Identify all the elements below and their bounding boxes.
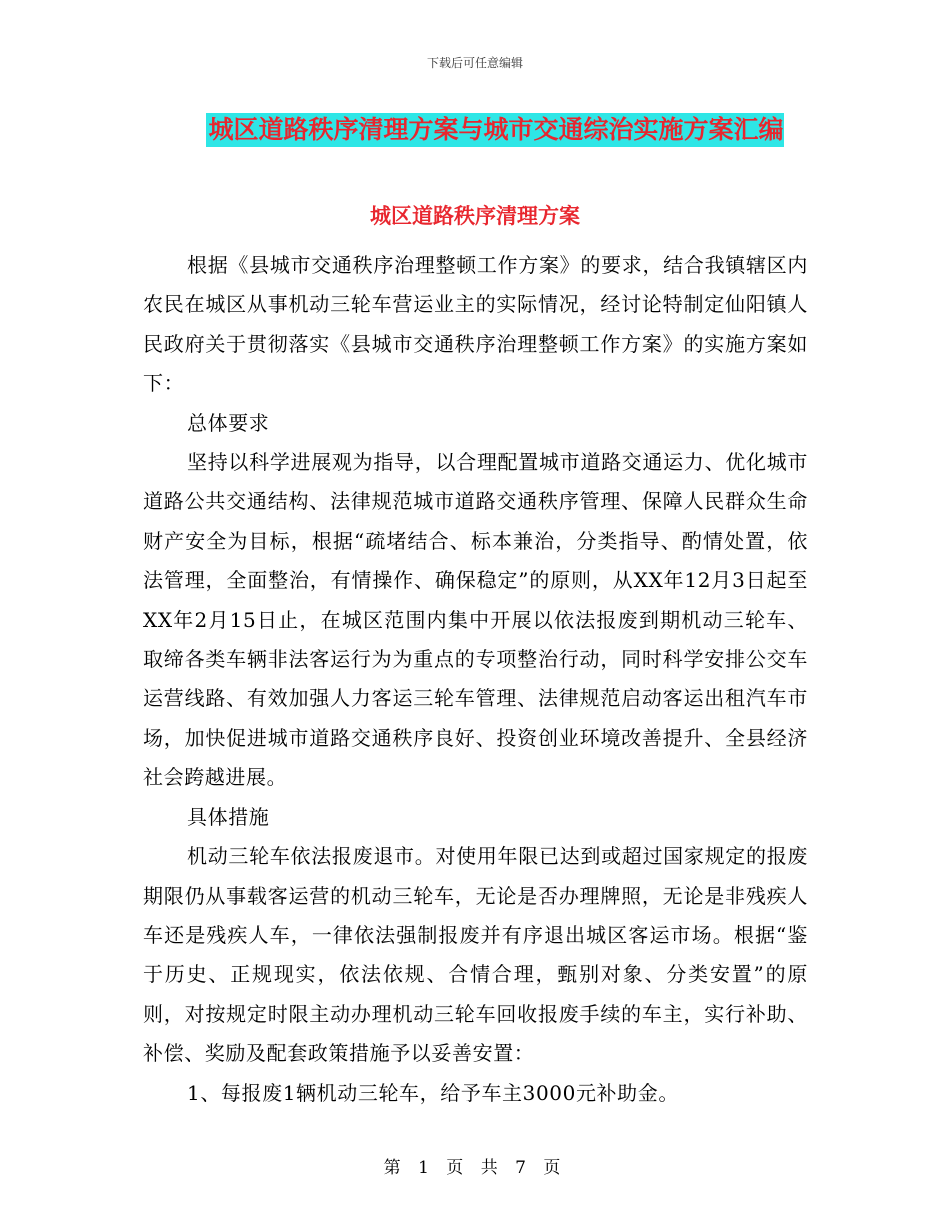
paragraph-item-1: 1、每报废1辆机动三轮车，给予车主3000元补助金。	[187, 1080, 679, 1105]
document-body	[143, 246, 808, 1113]
heading-specific-measures: 具体措施	[187, 804, 270, 829]
paragraph-intro: 根据《县城市交通秩序治理整顿工作方案》的要求，结合我镇辖区内农民在城区从事机动三轮车营运业主的实际情况，经讨论特制定仙阳镇人民政府关于贯彻落实《县城市交通秩序治理整顿工作方案》的实施方案如下：	[143, 253, 808, 396]
heading-overall-requirements: 总体要求	[187, 410, 270, 435]
page-footer: 第 1 页 共 7 页	[383, 1158, 567, 1178]
section-title: 城区道路秩序清理方案	[370, 204, 580, 228]
main-title-container	[0, 113, 950, 147]
header-note: 下载后可任意编辑	[426, 56, 523, 70]
document-main-title: 城区道路秩序清理方案与城市交通综治实施方案汇编	[206, 113, 783, 147]
paragraph-specific-measures: 机动三轮车依法报废退市。对使用年限已达到或超过国家规定的报废期限仍从事载客运营的机动三轮车，无论是否办理牌照，无论是非残疾人车还是残疾人车，一律依法强制报废并有序退出城区客运市场。根据“鉴于历史、正规现实，依法依规、合情合理，甄别对象、分类安置”的原则，对按规定时限主动办理机动三轮车回收报废手续的车主，实行补助、补偿、奖励及配套政策措施予以妥善安置：	[143, 844, 808, 1066]
paragraph-overall-requirements: 坚持以科学进展观为指导，以合理配置城市道路交通运力、优化城市道路公共交通结构、法律规范城市道路交通秩序管理、保障人民群众生命财产安全为目标，根据“疏堵结合、标本兼治，分类指导、酌情处置，依法管理，全面整治，有情操作、确保稳定”的原则，从XX年12月3日起至XX年2月15日止，在城区范围内集中开展以依法报废到期机动三轮车、取缔各类车辆非法客运行为为重点的专项整治行动，同时科学安排公交车运营线路、有效加强人力客运三轮车管理、法律规范启动客运出租汽车市场，加快促进城市道路交通秩序良好、投资创业环境改善提升、全县经济社会跨越进展。	[143, 450, 808, 790]
